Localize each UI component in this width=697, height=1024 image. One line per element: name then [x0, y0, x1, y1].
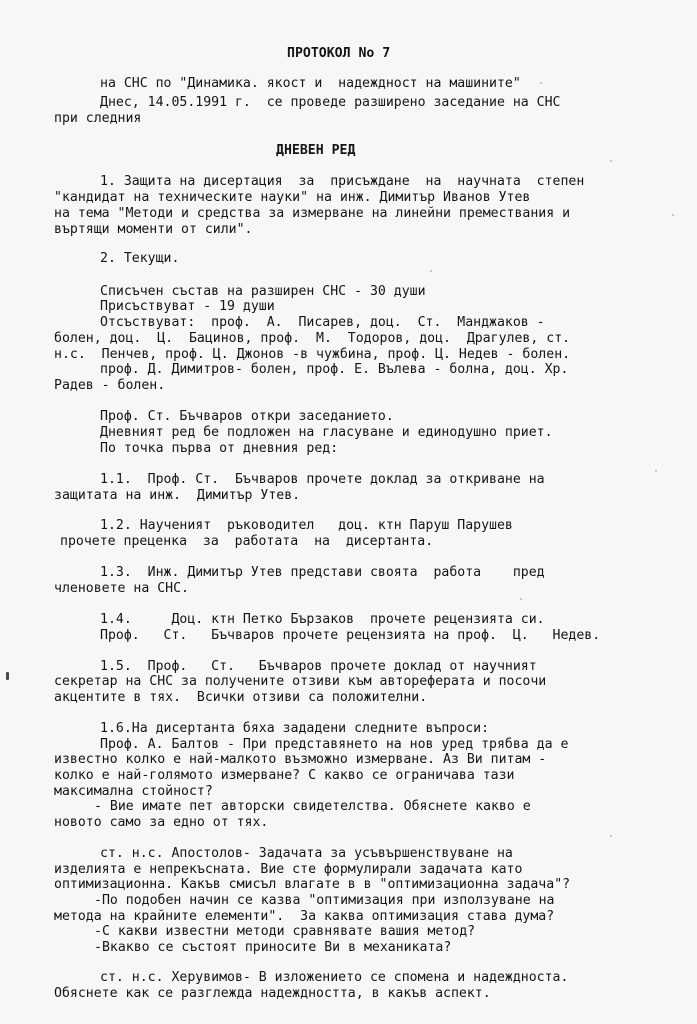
text-line: членовете на СНС.: [54, 581, 189, 596]
text-line: новото само за едно от тях.: [54, 815, 269, 830]
scan-speck: [430, 270, 432, 272]
scan-speck: [6, 672, 9, 680]
text-line: Радев - болен.: [54, 378, 166, 393]
text-line: при следния: [54, 111, 142, 126]
scan-speck: [540, 82, 542, 84]
text-line: "кандидат на техническите науки" на инж. Димитър Иванов Утев: [54, 190, 531, 205]
text-line: болен, доц. Ц. Бацинов, проф. М. Тодоров, доц. Драгулев, ст.: [54, 331, 571, 346]
text-line: проф. Д. Димитров- болен, проф. Е. Вълева - болна, доц. Хр.: [100, 362, 569, 377]
scan-speck: [520, 598, 522, 600]
text-line: 1.4. Доц. ктн Петко Бързаков прочете рецензията си.: [100, 612, 545, 627]
text-line: 1.6.На дисертанта бяха зададени следните въпроси:: [100, 721, 490, 736]
text-line: ст. н.с. Апостолов- Задачата за усъвършенствуване на: [100, 846, 513, 861]
text-line: максимална стойност?: [54, 784, 213, 799]
text-line: Дневният ред бе подложен на гласуване и единодушно приет.: [100, 425, 553, 440]
text-line: метода на крайните елементи". За каква оптимизация става дума?: [54, 909, 555, 924]
text-line: -По подобен начин се казва "оптимизация при използуване на: [94, 893, 555, 908]
text-line: прочете преценка за работата на дисертанта.: [60, 534, 434, 549]
text-line: акцентите в тях. Всички отзиви са положителни.: [54, 690, 428, 705]
text-line: на СНС по "Динамика. якост и надеждност на машините": [100, 76, 521, 91]
text-line: 1.1. Проф. Ст. Бъчваров прочете доклад за откриване на: [100, 472, 545, 487]
text-line: изделията е непрекъсната. Вие сте формулирали задачата като: [54, 862, 523, 877]
text-line: По точка първа от дневния ред:: [100, 441, 339, 456]
text-line: - Вие имате пет авторски свидетелства. Обяснете какво е: [94, 799, 531, 814]
text-line: на тема "Методи и средства за измерване на линейни премествания и: [54, 206, 571, 221]
text-line: Обяснете как се разглежда надеждността, в какъв аспект.: [54, 986, 491, 1001]
text-line: -Вкакво се състоят приносите Ви в механиката?: [94, 940, 452, 955]
scan-speck: [610, 835, 612, 837]
text-line: -С какви известни методи сравнявате вашия метод?: [94, 924, 476, 939]
text-line: 2. Текущи.: [100, 251, 180, 266]
text-line: Проф. А. Балтов - При представянето на нов уред трябва да е: [100, 737, 569, 752]
text-line: 1. Защита на дисертация за присъждане на научната степен: [100, 174, 585, 189]
text-line: секретар на СНС за получените отзиви към автореферата и посочи: [54, 674, 547, 689]
text-line: Днес, 14.05.1991 г. се проведе разширено заседание на СНС: [100, 95, 561, 110]
text-line: н.с. Пенчев, проф. Ц. Джонов -в чужбина, проф. Ц. Недев - болен.: [54, 347, 571, 362]
scan-speck: [672, 214, 674, 216]
text-line: 1.2. Научeният ръководител доц. ктн Паруш Парушев: [100, 518, 513, 533]
text-line: Отсъствуват: проф. А. Писарев, доц. Ст. Манджаков -: [100, 315, 545, 330]
text-line: Присъствуват - 19 души: [100, 299, 275, 314]
text-line: ст. н.с. Херувимов- В изложението се спомена и надеждноста.: [100, 970, 569, 985]
text-line: колко е най-голямото измерване? С какво се ограничава тази: [54, 768, 515, 783]
text-line: Проф. Ст. Бъчваров прочете рецензията на проф. Ц. Недев.: [100, 628, 601, 643]
scan-speck: [610, 160, 612, 162]
text-line: известно колко е най-малкото възможно измерване. Аз Ви питам -: [54, 752, 547, 767]
agenda-title: ДНЕВЕН РЕД: [276, 143, 356, 158]
text-line: въртящи моменти от сили".: [54, 222, 253, 237]
text-line: Списъчен състав на разширен СНС - 30 души: [100, 284, 426, 299]
text-line: защитата на инж. Димитър Утев.: [54, 488, 301, 503]
text-line: Проф. Ст. Бъчваров откри заседанието.: [100, 409, 394, 424]
scan-speck: [655, 470, 657, 472]
text-line: 1.3. Инж. Димитър Утев представи своята работа пред: [100, 565, 545, 580]
document-title: ПРОТОКОЛ No 7: [287, 46, 391, 61]
text-line: 1.5. Проф. Ст. Бъчваров прочете доклад от научният: [100, 659, 537, 674]
text-line: оптимизационна. Какъв смисъл влагате в в "оптимизационна задача"?: [54, 877, 571, 892]
